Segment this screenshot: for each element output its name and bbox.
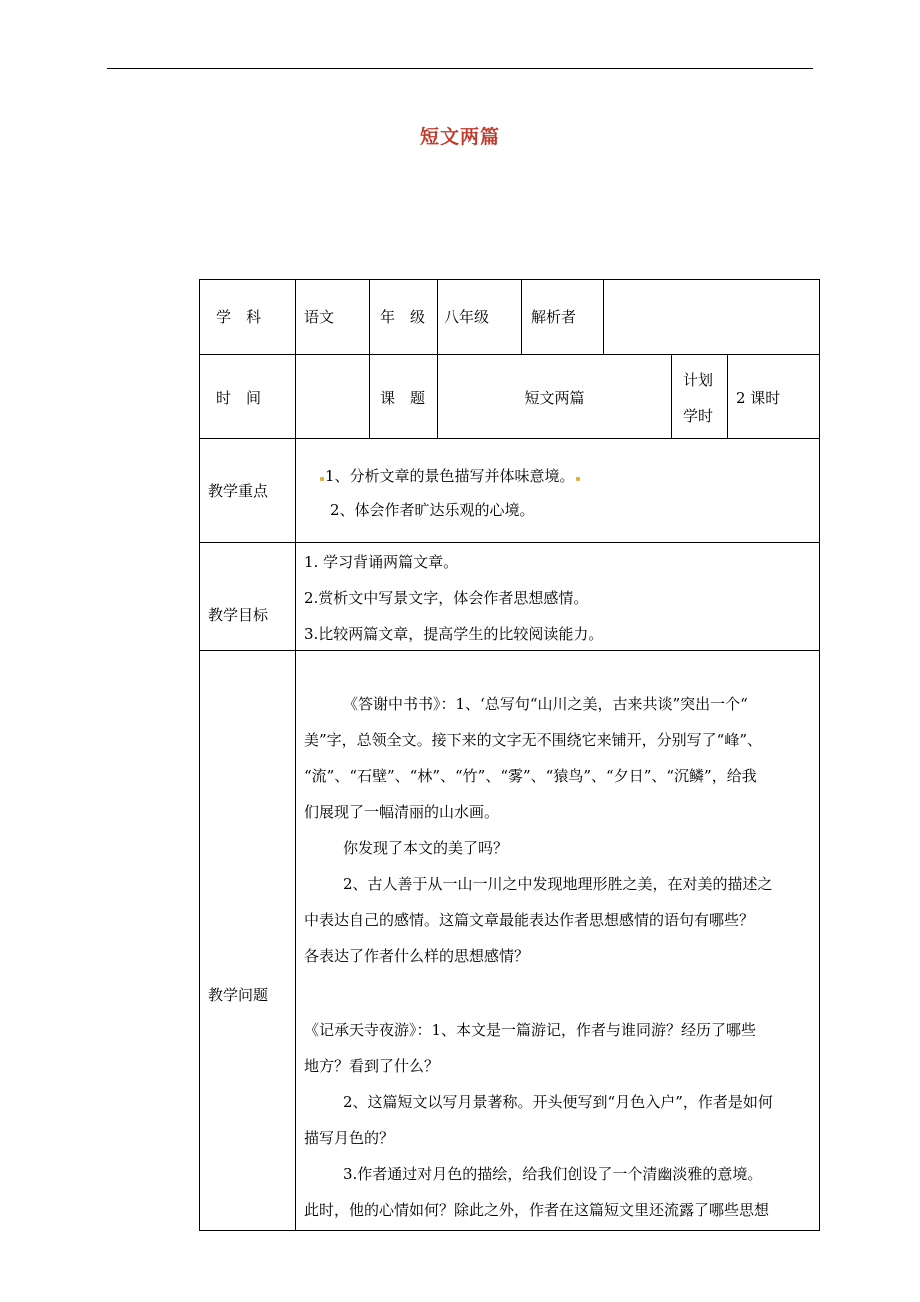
annotation-mark xyxy=(576,477,580,481)
table-border-right xyxy=(819,279,820,1231)
table-border-top xyxy=(199,279,820,280)
time-label: 时 间 xyxy=(216,389,262,407)
row-divider xyxy=(199,542,820,543)
plan-value: 2 课时 xyxy=(736,389,781,407)
analyst-label: 解析者 xyxy=(531,308,577,326)
key-point-item: 1、分析文章的景色描写并体味意境。 xyxy=(319,465,581,486)
page-title: 短文两篇 xyxy=(419,126,500,148)
row-divider xyxy=(199,650,820,651)
question-line: 此时，他的心情如何？除此之外，作者在这篇短文里还流露了哪些思想 xyxy=(304,1201,770,1219)
key-point-item: 2、体会作者旷达乐观的心境。 xyxy=(330,501,535,519)
annotation-mark xyxy=(320,477,324,481)
grade-value: 八年级 xyxy=(444,308,490,326)
column-divider xyxy=(437,279,438,439)
label-column-divider xyxy=(295,279,296,1231)
question-line: 3.作者通过对月色的描绘，给我们创设了一个清幽淡雅的意境。 xyxy=(343,1165,763,1183)
table-border-bottom xyxy=(199,1230,820,1231)
lesson-plan-table xyxy=(199,279,820,1231)
objectives-label: 教学目标 xyxy=(208,606,269,624)
question-line: 各表达了作者什么样的思想感情？ xyxy=(304,947,530,965)
objective-item: 3.比较两篇文章，提高学生的比较阅读能力。 xyxy=(304,625,604,643)
plan-label-line2: 学时 xyxy=(683,407,714,425)
question-line: 们展现了一幅清丽的山水画。 xyxy=(304,803,500,821)
question-line: 美”字，总领全文。接下来的文字无不围绕它来铺开，分别写了“峰”、 xyxy=(304,731,763,749)
plan-label-line1: 计划 xyxy=(683,371,714,389)
question-line: 2、这篇短文以写月景著称。开头便写到“月色入户”，作者是如何 xyxy=(343,1093,773,1111)
objective-item: 2.赏析文中写景文字，体会作者思想感情。 xyxy=(304,589,589,607)
question-line: 描写月色的？ xyxy=(304,1129,395,1147)
subject-value: 语文 xyxy=(304,308,335,326)
topic-value: 短文两篇 xyxy=(524,389,585,407)
column-divider xyxy=(671,354,672,439)
question-line: 《记承天寺夜游》：1、本文是一篇游记，作者与谁同游？经历了哪些 xyxy=(304,1021,757,1039)
key-points-label: 教学重点 xyxy=(208,482,269,500)
objective-item: 1. 学习背诵两篇文章。 xyxy=(304,553,459,571)
question-line: 2、古人善于从一山一川之中发现地理形胜之美，在对美的描述之 xyxy=(343,875,773,893)
header-rule xyxy=(107,68,813,69)
question-line: 你发现了本文的美了吗？ xyxy=(343,839,509,857)
column-divider xyxy=(603,279,604,355)
question-line: “流”、“石壁”、“林”、“竹”、“雾”、“猿鸟”、“夕日”、“沉鳞”，给我 xyxy=(304,767,757,785)
table-border-left xyxy=(199,279,200,1231)
question-line: 中表达自己的感情。这篇文章最能表达作者思想感情的语句有哪些？ xyxy=(304,911,755,929)
grade-label: 年 级 xyxy=(380,308,426,326)
question-line: 《答谢中书书》：1、‘总写句“山川之美，古来共谈”突出一个“ xyxy=(343,695,748,713)
column-divider xyxy=(521,279,522,355)
column-divider xyxy=(727,354,728,439)
column-divider xyxy=(369,279,370,439)
questions-label: 教学问题 xyxy=(208,986,269,1004)
subject-label: 学 科 xyxy=(216,308,262,326)
topic-label: 课 题 xyxy=(380,389,426,407)
question-line: 地方？看到了什么？ xyxy=(304,1057,440,1075)
